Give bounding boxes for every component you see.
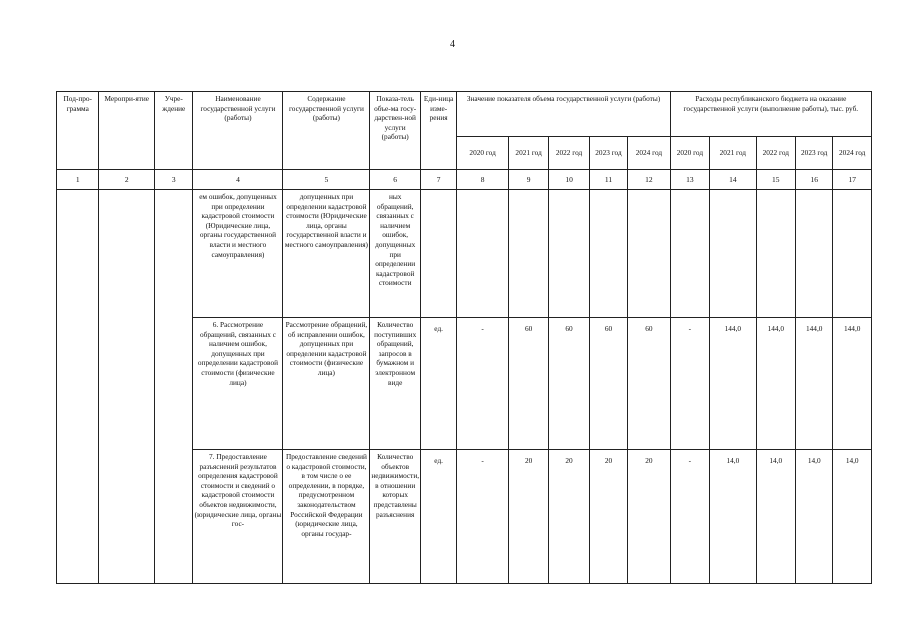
year-header: 2022 год (756, 137, 795, 170)
subprogram-cell (57, 190, 99, 584)
expense-cell: 14,0 (833, 450, 872, 584)
services-table (56, 91, 872, 584)
volume-cell: - (457, 450, 509, 584)
indicator-cell: Количество поступивших обращений, запросов в бумажном и электронном виде (370, 318, 421, 450)
column-number: 3 (155, 170, 193, 190)
volume-cell: 20 (628, 450, 670, 584)
column-number: 16 (796, 170, 833, 190)
expense-cell: - (670, 318, 709, 450)
volume-cell (549, 190, 589, 318)
volume-group-header: Значение показателя объема государственной услуги (работы) (457, 92, 670, 137)
column-number: 17 (833, 170, 872, 190)
volume-cell: 60 (508, 318, 548, 450)
col-service-name-header: Наименование государственной услуги (работы) (193, 92, 283, 170)
column-number: 8 (457, 170, 509, 190)
year-header: 2021 год (508, 137, 548, 170)
column-number: 5 (283, 170, 370, 190)
service-content-cell: Рассмотрение обращений, об исправлении ошибок, допущенных при определении кадастровой стоимости (физические лица) (283, 318, 370, 450)
column-number: 7 (420, 170, 456, 190)
col-institution-header: Учре-ждение (155, 92, 193, 170)
column-number: 10 (549, 170, 589, 190)
column-number-row (57, 170, 872, 190)
expense-group-header: Расходы республиканского бюджета на оказание государственной услуги (выполнение работы), тыс. руб. (670, 92, 871, 137)
expense-cell (833, 190, 872, 318)
service-name-cell: 6. Рассмотрение обращений, связанных с наличием ошибок, допущенных при определении кадастровой стоимости (физические лица) (193, 318, 283, 450)
header-row (57, 92, 872, 137)
volume-cell: 20 (549, 450, 589, 584)
activity-cell (99, 190, 155, 584)
year-header: 2024 год (628, 137, 670, 170)
unit-cell (420, 190, 456, 318)
expense-cell: 144,0 (710, 318, 757, 450)
column-number: 12 (628, 170, 670, 190)
column-number: 2 (99, 170, 155, 190)
expense-cell: 14,0 (756, 450, 795, 584)
column-number: 1 (57, 170, 99, 190)
volume-cell (508, 190, 548, 318)
table-row (57, 190, 872, 318)
column-number: 11 (589, 170, 627, 190)
year-header: 2024 год (833, 137, 872, 170)
column-number: 14 (710, 170, 757, 190)
volume-cell (457, 190, 509, 318)
expense-cell (670, 190, 709, 318)
volume-cell: 20 (589, 450, 627, 584)
column-number: 13 (670, 170, 709, 190)
service-content-cell: допущенных при определении кадастровой стоимости (Юридические лица, органы государственной власти и местного самоуправления) (283, 190, 370, 318)
column-number: 6 (370, 170, 421, 190)
unit-cell: ед. (420, 450, 456, 584)
expense-cell (756, 190, 795, 318)
indicator-cell: Количество объектов недвижимости, в отношении которых представлены разъяснения (370, 450, 421, 584)
expense-cell: 14,0 (710, 450, 757, 584)
expense-cell: - (670, 450, 709, 584)
expense-cell (796, 190, 833, 318)
year-header: 2020 год (457, 137, 509, 170)
service-content-cell: Предоставление сведений о кадастровой стоимости, в том числе о ее определении, в порядке, предусмотренном законодательством Российской Федерации (юридические лица, органы государ- (283, 450, 370, 584)
volume-cell (589, 190, 627, 318)
volume-cell (628, 190, 670, 318)
col-subprogram-header: Под-про-грамма (57, 92, 99, 170)
indicator-cell: ных обращений, связанных с наличием ошибок, допущенных при определении кадастровой стоимости (370, 190, 421, 318)
year-header: 2020 год (670, 137, 709, 170)
expense-cell: 14,0 (796, 450, 833, 584)
unit-cell: ед. (420, 318, 456, 450)
volume-cell: 60 (628, 318, 670, 450)
expense-cell: 144,0 (796, 318, 833, 450)
service-name-cell: 7. Предоставление разъяснений результатов определения кадастровой стоимости и сведений о кадастровой стоимости объектов недвижимости, (юридические лица, органы гос- (193, 450, 283, 584)
column-number: 15 (756, 170, 795, 190)
col-indicator-header: Показа-тель объе-ма госу-дарствен-ной услуги (работы) (370, 92, 421, 170)
volume-cell: 60 (549, 318, 589, 450)
column-number: 9 (508, 170, 548, 190)
year-header: 2021 год (710, 137, 757, 170)
volume-cell: 20 (508, 450, 548, 584)
column-number: 4 (193, 170, 283, 190)
expense-cell (710, 190, 757, 318)
col-service-content-header: Содержание государственной услуги (работы) (283, 92, 370, 170)
service-name-cell: ем ошибок, допущенных при определении кадастровой стоимости (Юридические лица, органы государственной власти и местного самоуправления) (193, 190, 283, 318)
expense-cell: 144,0 (833, 318, 872, 450)
expense-cell: 144,0 (756, 318, 795, 450)
col-unit-header: Еди-ница изме-рения (420, 92, 456, 170)
year-header: 2023 год (589, 137, 627, 170)
volume-cell: - (457, 318, 509, 450)
year-header: 2022 год (549, 137, 589, 170)
volume-cell: 60 (589, 318, 627, 450)
institution-cell (155, 190, 193, 584)
year-header: 2023 год (796, 137, 833, 170)
col-activity-header: Меропри-ятие (99, 92, 155, 170)
page-number: 4 (450, 39, 455, 50)
